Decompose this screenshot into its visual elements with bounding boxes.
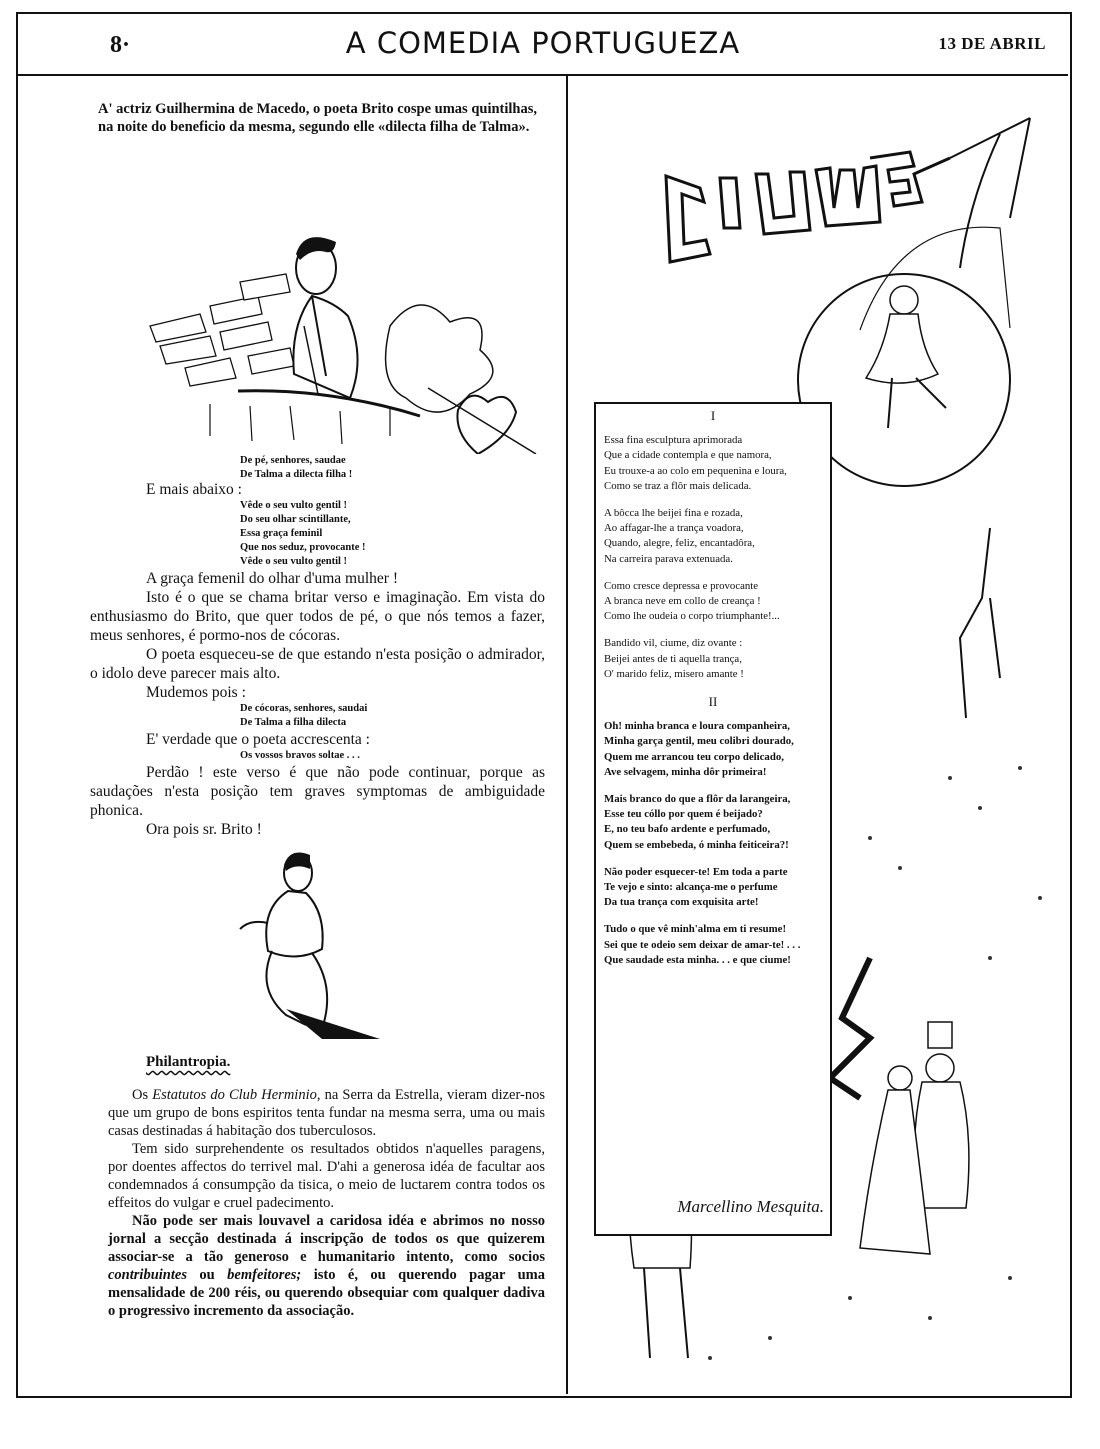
right-column [570, 78, 1066, 1392]
poem-line: Mais branco do que a flôr da larangeira, [604, 793, 791, 806]
poem-stanza [604, 719, 830, 780]
poem-line: Que saudade esta minha. . . e que ciume! [604, 953, 791, 966]
poem-line: Como se traz a flôr mais delicada. [604, 479, 752, 492]
poem-line: Esse teu cóllo por quem é beijado? [604, 808, 763, 821]
poem-stanza [604, 636, 830, 682]
text-run: , na Serra da Estrella, vieram dizer-nos que um grupo de bons espiritos tenta fundar na mesma serra, uma ou mais casas destinadas á habitação dos tuberculosos. [108, 1087, 545, 1139]
poem-line: Quem se embebeda, ó minha feiticeira?! [604, 838, 789, 851]
verse-block-3 [240, 702, 545, 730]
masthead-title: A COMEDIA PORTUGUEZA [345, 26, 741, 60]
paragraph: A graça femenil do olhar d'uma mulher ! [146, 570, 398, 587]
poem-line: Ave selvagem, minha dôr primeira! [604, 765, 767, 778]
verse-line: Essa graça feminil [240, 528, 323, 539]
poem-line: Não poder esquecer-te! Em toda a parte [604, 865, 788, 878]
poem-line: O' marido feliz, misero amante ! [604, 667, 744, 680]
poem-stanza [604, 579, 830, 625]
poem-line: Como cresce depressa e provocante [604, 579, 759, 592]
verse-line: Do seu olhar scintillante, [240, 514, 351, 525]
verse-line: Os vossos bravos soltae . . . [240, 750, 360, 761]
page-number: 8· [110, 32, 131, 58]
paragraph: Ora pois sr. Brito ! [146, 821, 262, 838]
verse-line: Vêde o seu vulto gentil ! [240, 556, 348, 567]
page-header [18, 14, 1068, 76]
poem-line: Sei que te odeio sem deixar de amar-te! . . . [604, 938, 801, 951]
poem-line: Beijei antes de ti aquella trança, [604, 652, 742, 665]
poem-box [594, 402, 832, 1236]
poem-line: Que a cidade contempla e que namora, [604, 449, 772, 462]
illustration-poet-spitting-verses [90, 136, 545, 454]
verse-line: De Talma a dilecta filha ! [240, 469, 353, 480]
poem-stanza [604, 792, 830, 853]
poem-line: Como lhe oudeia o corpo triumphante!... [604, 610, 780, 623]
poem-line: Tudo o que vê minh'alma em ti resume! [604, 923, 787, 936]
verse-line: De cócoras, senhores, saudai [240, 703, 368, 714]
poem-line: Te vejo e sinto: alcança-me o perfume [604, 881, 778, 894]
poem-line: Quem me arrancou teu corpo delicado, [604, 750, 784, 763]
poet-illustration [90, 136, 545, 454]
text-run-italic: bemfeitores; [227, 1267, 302, 1283]
paragraph [108, 1212, 545, 1320]
paragraph: Isto é o que se chama britar verso e imaginação. Em vista do enthusiasmo do Brito, que quer todos de pé, o que nós temos a fazer, meus senhores, é pormo-nos de cócoras. [90, 589, 545, 644]
poem-stanza [604, 865, 830, 911]
crouching-man-illustration [90, 839, 545, 1053]
verse-block-1 [240, 454, 545, 482]
poem-line: Da tua trança com exquisita arte! [604, 896, 759, 909]
poem-line: Na carreira parava extenuada. [604, 552, 733, 565]
intro-paragraph: A' actriz Guilhermina de Macedo, o poeta Brito cospe umas quintilhas, na noite do beneficio da mesma, segundo elle «dilecta filha de Talma». [98, 101, 538, 135]
paragraph [108, 1086, 545, 1140]
poem-line: Essa fina esculptura aprimorada [604, 434, 743, 447]
poem-line: E, no teu bafo ardente e perfumado, [604, 823, 771, 836]
text-run-italic: Estatutos do Club Herminio [152, 1087, 317, 1103]
poem-line: Oh! minha branca e loura companheira, [604, 720, 790, 733]
poem-line: A bôcca lhe beijei fina e rozada, [604, 507, 743, 520]
poem-line: Bandido vil, ciume, diz ovante : [604, 637, 743, 650]
verse-line: Que nos seduz, provocante ! [240, 542, 366, 553]
poem-line: Minha garça gentil, meu colibri dourado, [604, 735, 794, 748]
poem-part-number: II [708, 694, 718, 710]
poem-line: Ao affagar-lhe a trança voadora, [604, 522, 744, 535]
paragraph: Mudemos pois : [146, 684, 246, 701]
poem-stanza [604, 433, 830, 494]
verse-line: De pé, senhores, saudae [240, 455, 346, 466]
poem-line: Quando, alegre, feliz, encantadôra, [604, 537, 755, 550]
paragraph: E' verdade que o poeta accrescenta : [146, 731, 370, 748]
poem-line: Eu trouxe-a ao colo em pequenina e loura, [604, 464, 787, 477]
section-title-philantropia: Philantropia. [146, 1054, 231, 1070]
poem-signature: Marcellino Mesquita. [677, 1196, 824, 1216]
column-divider [566, 76, 568, 1394]
text-run: ou [186, 1267, 228, 1283]
verse-line: De Talma a filha dilecta [240, 717, 347, 728]
verse-block-2 [240, 499, 545, 569]
issue-date: 13 DE ABRIL [938, 34, 1046, 53]
illustration-crouching-poet [90, 839, 545, 1053]
verse-line: Vêde o seu vulto gentil ! [240, 500, 348, 511]
poem-stanza [604, 506, 830, 567]
poem-stanza [604, 922, 830, 968]
paragraph: O poeta esqueceu-se de que estando n'esta posição o admirador, o idolo deve parecer mais alto. [90, 646, 545, 682]
left-column [90, 100, 545, 1320]
mais-abaixo-text: E mais abaixo : [146, 481, 242, 498]
paragraph: Tem sido surprehendente os resultados obtidos n'aquelles paragens, por doentes affectos do terrivel mal. D'ahi a generosa idéa de facultar aos condemnados á consumpção da tisica, o meio de luctarem contra todos os effeitos do vulgar e cruel padecimento. [108, 1141, 545, 1211]
paragraph: Perdão ! este verso é que não pode continuar, porque as saudações n'esta posição tem graves symptomas de ambiguidade phonica. [90, 764, 545, 819]
text-run: Não pode ser mais louvavel a caridosa idéa e abrimos no nosso jornal a secção destinada á inscripção de todos os que quizerem associar-se a tão generoso e humanitario intento, como socios [108, 1213, 545, 1265]
poem-part-number: I [710, 408, 716, 423]
text-run: Os [132, 1087, 153, 1103]
text-run: isto é, ou querendo pagar uma mensalidade de 200 réis, ou querendo obsequiar com qualquer dadiva o progressivo incremento da associação. [108, 1267, 545, 1319]
poem-line: A branca neve em collo de creança ! [604, 595, 761, 608]
text-run-italic: contribuintes [108, 1267, 187, 1283]
